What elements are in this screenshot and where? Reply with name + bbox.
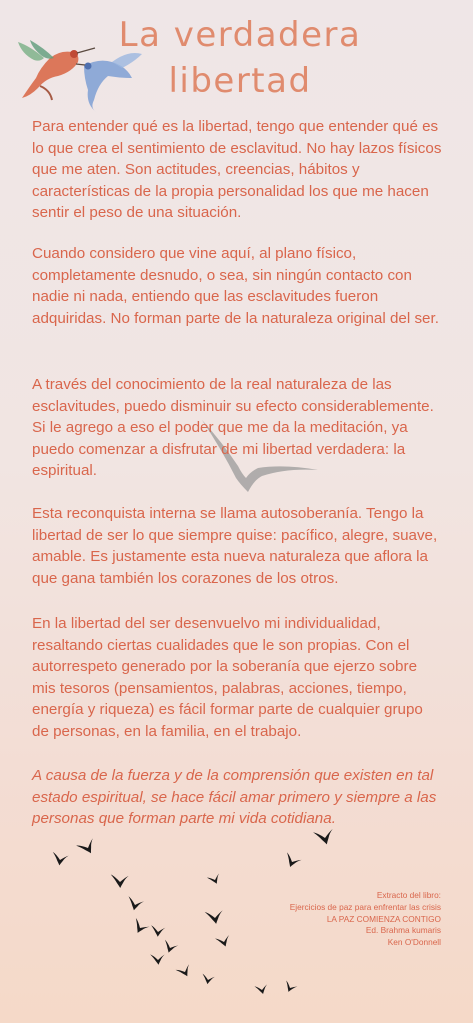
- credits-line-5: Ken O'Donnell: [387, 937, 441, 948]
- paragraph-3: A través del conocimiento de la real naturaleza de las esclavitudes, puedo disminuir su efecto considerablemente. Si le agrego a eso el poder que me da la meditación, ya puedo comenzar a disfrutar de mi libertad verdadera: la espiritual.: [32, 376, 434, 479]
- flying-bird-icon: [150, 953, 165, 966]
- flying-bird-icon: [215, 934, 232, 949]
- flying-bird-icon: [51, 852, 69, 866]
- flying-bird-icon: [283, 980, 298, 994]
- credits-line-4: Ed. Brahma kumaris: [365, 925, 441, 936]
- title-line-2: libertad: [168, 61, 312, 101]
- paragraph-2: Cuando considero que vine aquí, al plano físico, completamente desnudo, o sea, sin ningún contacto con nadie ni nada, entiendo que las esclavitudes fueron adquiridas. No forman parte de la naturaleza original del ser.: [32, 245, 439, 327]
- flying-bird-icon: [162, 940, 179, 955]
- credits-line-2: Ejercicios de paz para enfrentar las crisis: [289, 901, 441, 912]
- flying-bird-icon: [176, 963, 194, 980]
- red-hummingbird-icon: [18, 40, 95, 100]
- flying-bird-icon: [126, 896, 144, 912]
- flying-bird-icon: [254, 983, 269, 996]
- title-line-1: La verdadera: [118, 15, 362, 55]
- flying-bird-icon: [76, 837, 99, 858]
- flying-bird-icon: [205, 908, 225, 925]
- book-credits: [290, 890, 441, 949]
- flying-bird-icon: [130, 918, 150, 936]
- paragraph-1: Para entender qué es la libertad, tengo que entender qué es lo que crea el sentimiento de esclavitud. No hay lazos físicos que me aten. Son actitudes, creencias, hábitos y características de la propia personalidad los que me hacen sentir el peso de una situación.: [32, 118, 442, 221]
- paragraph-4: Esta reconquista interna se llama autosoberanía. Tengo la libertad de ser lo que siempre quise: pacífico, alegre, suave, amable. Es justamente esta nueva naturaleza que aflora la que gana también los corazones de los otros.: [32, 505, 438, 587]
- flying-bird-icon: [313, 827, 336, 847]
- flying-bird-icon: [151, 925, 166, 937]
- flying-bird-icon: [207, 872, 223, 886]
- credits-line-3: LA PAZ COMIENZA CONTIGO: [326, 913, 441, 924]
- flying-bird-icon: [111, 874, 129, 889]
- paragraph-5: En la libertad del ser desenvuelvo mi individualidad, resaltando ciertas cualidades que le son propias. Con el autorrespeto generado por la soberanía que ejerzo sobre mis tesoros (pensamientos, palabras, acciones, tiempo, energía y riqueza) es fácil formar parte de cualquier grupo de personas, en la familia, en el trabajo.: [32, 615, 423, 740]
- credits-line-1: Extracto del libro:: [376, 890, 441, 900]
- page-title: [90, 12, 390, 104]
- flying-bird-icon: [201, 974, 215, 985]
- closing-quote: A causa de la fuerza y de la comprensión que existen en tal estado espiritual, se hace fácil amar primero y siempre a las personas que forman parte mi vida cotidiana.: [32, 767, 437, 827]
- flying-bird-icon: [283, 852, 303, 870]
